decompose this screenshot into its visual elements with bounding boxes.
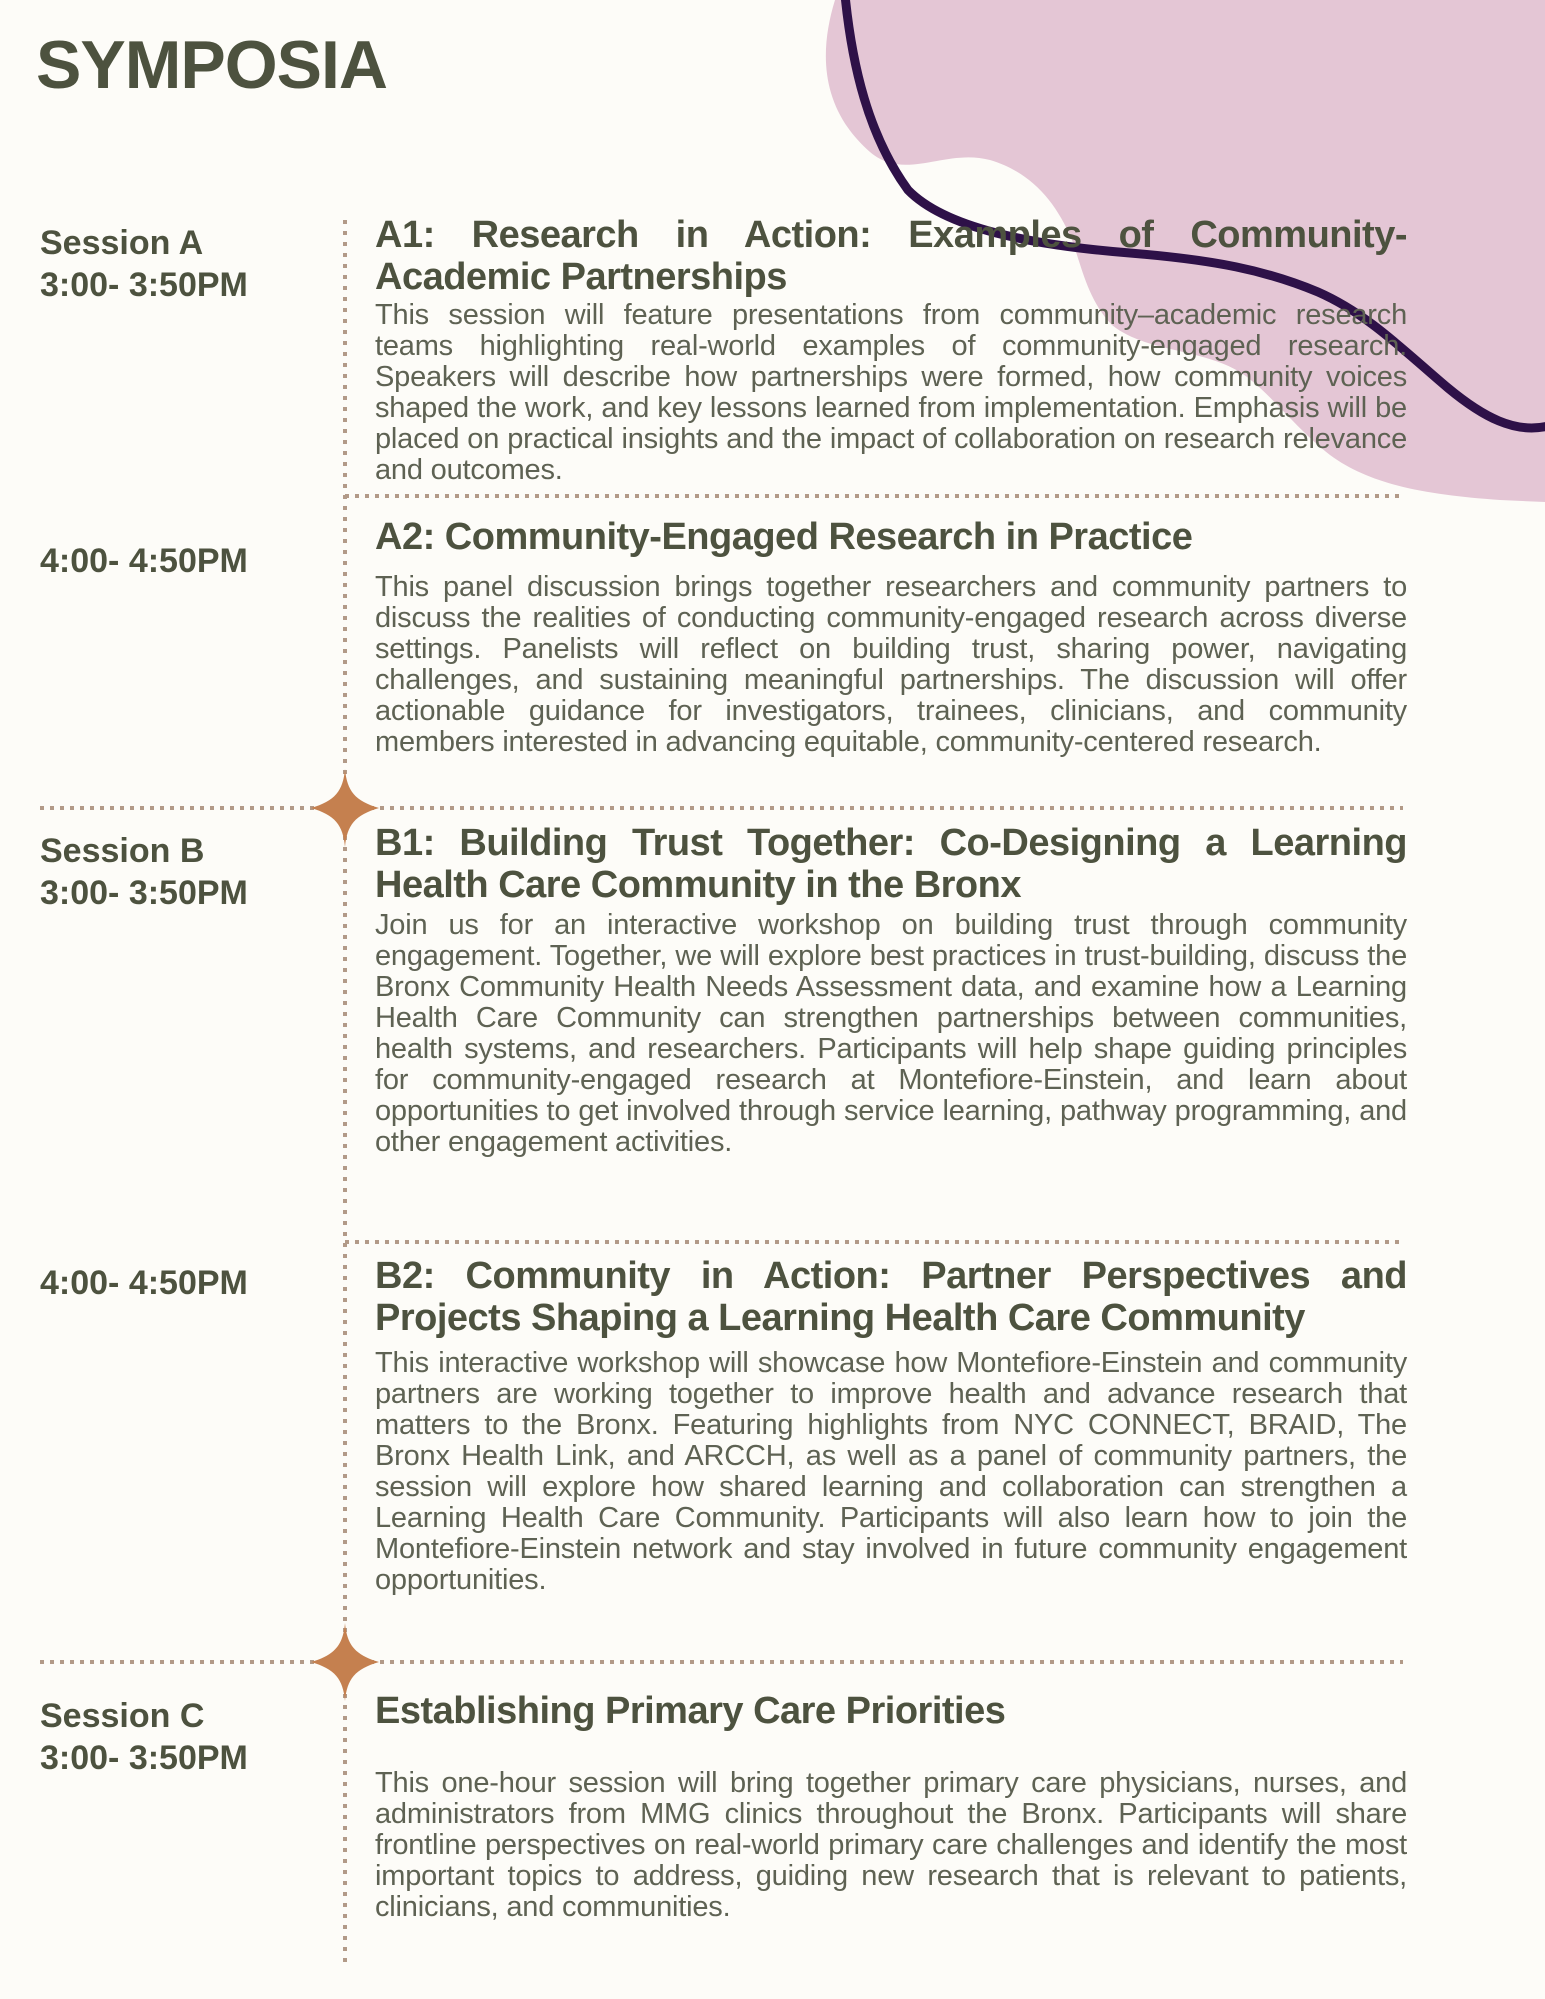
session-b2-heading: B2: Community in Action: Partner Perspectives and Projects Shaping a Learning Health Care Community [375, 1255, 1407, 1339]
dotted-divider-a1-a2 [345, 494, 1403, 498]
session-a2-description: This panel discussion brings together researchers and community partners to discuss the realities of conducting community-engaged research across diverse settings. Panelists will reflect on building trust, sharing power, navigating challenges, and sustaining meaningful partnerships. The discussion will offer actionable guidance for investigators, trainees, clinicians, and community members interested in advancing equitable, community-centered research. [375, 571, 1407, 758]
session-c-time-label [40, 1695, 330, 1779]
session-track: Session B [40, 832, 205, 870]
session-a1-heading: A1: Research in Action: Examples of Community-Academic Partnerships [375, 214, 1407, 298]
session-b2-time-label [40, 1262, 330, 1304]
dotted-divider-session-c [40, 1660, 1403, 1664]
session-a2-time-label [40, 540, 330, 582]
session-c-description: This one-hour session will bring together primary care physicians, nurses, and administrators from MMG clinics throughout the Bronx. Participants will share frontline perspectives on real-world primary care challenges and identify the most important topics to address, guiding new research that is relevant to patients, clinicians, and communities. [375, 1767, 1407, 1923]
session-a1-description: This session will feature presentations from community–academic research teams highlighting real-world examples of community-engaged research. Speakers will describe how partnerships were formed, how community voices shaped the work, and key lessons learned from implementation. Emphasis will be placed on practical insights and the impact of collaboration on research relevance and outcomes. [375, 299, 1407, 486]
session-b1-heading: B1: Building Trust Together: Co-Designing a Learning Health Care Community in the Bronx [375, 822, 1407, 906]
session-a2-heading: A2: Community-Engaged Research in Practice [375, 516, 1193, 558]
session-b2-description: This interactive workshop will showcase how Montefiore-Einstein and community partners are working together to improve health and advance research that matters to the Bronx. Featuring highlights from NYC CONNECT, BRAID, The Bronx Health Link, and ARCCH, as well as a panel of community partners, the session will explore how shared learning and collaboration can strengthen a Learning Health Care Community. Participants will also learn how to join the Montefiore-Einstein network and stay involved in future community engagement opportunities. [375, 1347, 1407, 1596]
session-track: Session A [40, 224, 204, 262]
sparkle-icon [311, 1623, 379, 1701]
session-time: 4:00- 4:50PM [40, 542, 248, 580]
session-b-time-label [40, 830, 330, 914]
session-c-heading: Establishing Primary Care Priorities [375, 1690, 1006, 1732]
session-a-time-label [40, 222, 330, 306]
session-time: 4:00- 4:50PM [40, 1264, 248, 1302]
session-time: 3:00- 3:50PM [40, 266, 248, 304]
session-time: 3:00- 3:50PM [40, 1739, 248, 1777]
session-b1-description: Join us for an interactive workshop on building trust through community engagement. Together, we will explore best practices in trust-building, discuss the Bronx Community Health Needs Assessment data, and examine how a Learning Health Care Community can strengthen partnerships between communities, health systems, and researchers. Participants will help shape guiding principles for community-engaged research at Montefiore-Einstein, and learn about opportunities to get involved through service learning, pathway programming, and other engagement activities. [375, 909, 1407, 1158]
dotted-divider-session-b [40, 806, 1403, 810]
session-track: Session C [40, 1697, 205, 1735]
dotted-divider-b1-b2 [345, 1240, 1403, 1244]
page-title: SYMPOSIA [36, 27, 387, 103]
session-time: 3:00- 3:50PM [40, 874, 248, 912]
vertical-dotted-divider [343, 220, 347, 1965]
